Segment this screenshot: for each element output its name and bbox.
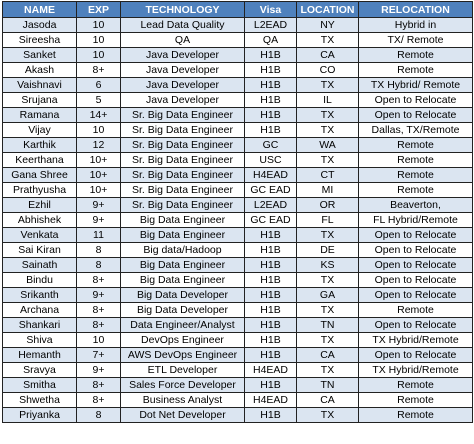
exp-cell: 10 xyxy=(77,48,121,63)
relocation-cell: Beaverton, xyxy=(359,198,473,213)
visa-cell: H1B xyxy=(245,378,297,393)
relocation-cell: Remote xyxy=(359,168,473,183)
location-cell: TX xyxy=(297,363,359,378)
technology-cell: Big Data Developer xyxy=(121,288,245,303)
location-cell: TX xyxy=(297,108,359,123)
table-row xyxy=(3,303,473,318)
exp-cell: 10 xyxy=(77,333,121,348)
location-cell: TX xyxy=(297,303,359,318)
header-row xyxy=(3,2,473,18)
location-cell: WA xyxy=(297,138,359,153)
technology-cell: DevOps Engineer xyxy=(121,333,245,348)
table-row xyxy=(3,363,473,378)
visa-cell: GC EAD xyxy=(245,213,297,228)
table-row xyxy=(3,183,473,198)
technology-cell: Sr. Big Data Engineer xyxy=(121,123,245,138)
relocation-cell: Open to Relocate xyxy=(359,348,473,363)
relocation-cell: TX Hybrid/Remote xyxy=(359,363,473,378)
technology-cell: Java Developer xyxy=(121,93,245,108)
exp-cell: 10 xyxy=(77,18,121,33)
table-row xyxy=(3,333,473,348)
location-cell: TX xyxy=(297,123,359,138)
name-cell: Abhishek xyxy=(3,213,77,228)
location-cell: CA xyxy=(297,393,359,408)
visa-cell: H1B xyxy=(245,108,297,123)
location-cell: OR xyxy=(297,198,359,213)
name-cell: Shwetha xyxy=(3,393,77,408)
candidate-table xyxy=(2,1,473,423)
location-cell: TX xyxy=(297,408,359,423)
visa-cell: H1B xyxy=(245,228,297,243)
table-row xyxy=(3,393,473,408)
location-cell: TX xyxy=(297,78,359,93)
exp-cell: 9+ xyxy=(77,363,121,378)
location-cell: TX xyxy=(297,333,359,348)
exp-cell: 10+ xyxy=(77,183,121,198)
relocation-cell: Open to Relocate xyxy=(359,288,473,303)
location-cell: MI xyxy=(297,183,359,198)
name-cell: Prathyusha xyxy=(3,183,77,198)
technology-cell: Sr. Big Data Engineer xyxy=(121,168,245,183)
technology-cell: Big Data Engineer xyxy=(121,213,245,228)
visa-cell: H1B xyxy=(245,123,297,138)
technology-cell: Business Analyst xyxy=(121,393,245,408)
technology-cell: Sr. Big Data Engineer xyxy=(121,198,245,213)
technology-cell: Dot Net Developer xyxy=(121,408,245,423)
technology-cell: Sr. Big Data Engineer xyxy=(121,108,245,123)
visa-cell: H4EAD xyxy=(245,168,297,183)
technology-cell: Data Engineer/Analyst xyxy=(121,318,245,333)
name-cell: Sanket xyxy=(3,48,77,63)
table-row xyxy=(3,258,473,273)
table-row xyxy=(3,348,473,363)
location-cell: FL xyxy=(297,213,359,228)
exp-cell: 8+ xyxy=(77,318,121,333)
name-cell: Gana Shree xyxy=(3,168,77,183)
table-row xyxy=(3,93,473,108)
name-cell: Vijay xyxy=(3,123,77,138)
table-row xyxy=(3,243,473,258)
relocation-cell: TX Hybrid/Remote xyxy=(359,333,473,348)
name-cell: Sainath xyxy=(3,258,77,273)
name-cell: Srikanth xyxy=(3,288,77,303)
technology-cell: AWS DevOps Engineer xyxy=(121,348,245,363)
visa-cell: H1B xyxy=(245,63,297,78)
header-relocation: RELOCATION xyxy=(359,2,473,18)
exp-cell: 10 xyxy=(77,33,121,48)
name-cell: Priyanka xyxy=(3,408,77,423)
location-cell: TN xyxy=(297,318,359,333)
table-row xyxy=(3,318,473,333)
name-cell: Smitha xyxy=(3,378,77,393)
relocation-cell: Open to Relocate xyxy=(359,243,473,258)
relocation-cell: TX/ Remote xyxy=(359,33,473,48)
visa-cell: L2EAD xyxy=(245,198,297,213)
header-visa: Visa xyxy=(245,2,297,18)
relocation-cell: TX Hybrid/ Remote xyxy=(359,78,473,93)
visa-cell: H1B xyxy=(245,78,297,93)
table-row xyxy=(3,123,473,138)
relocation-cell: Open to Relocate xyxy=(359,228,473,243)
name-cell: Ramana xyxy=(3,108,77,123)
visa-cell: GC EAD xyxy=(245,183,297,198)
table-row xyxy=(3,228,473,243)
location-cell: CO xyxy=(297,63,359,78)
relocation-cell: Open to Relocate xyxy=(359,258,473,273)
location-cell: CT xyxy=(297,168,359,183)
exp-cell: 9+ xyxy=(77,213,121,228)
technology-cell: Big Data Engineer xyxy=(121,258,245,273)
name-cell: Shankari xyxy=(3,318,77,333)
location-cell: TX xyxy=(297,153,359,168)
technology-cell: Sr. Big Data Engineer xyxy=(121,138,245,153)
relocation-cell: Remote xyxy=(359,63,473,78)
visa-cell: H1B xyxy=(245,348,297,363)
location-cell: TX xyxy=(297,33,359,48)
table-row xyxy=(3,273,473,288)
technology-cell: Sr. Big Data Engineer xyxy=(121,153,245,168)
name-cell: Bindu xyxy=(3,273,77,288)
exp-cell: 10 xyxy=(77,123,121,138)
exp-cell: 8 xyxy=(77,408,121,423)
visa-cell: H1B xyxy=(245,243,297,258)
location-cell: GA xyxy=(297,288,359,303)
visa-cell: QA xyxy=(245,33,297,48)
name-cell: Jasoda xyxy=(3,18,77,33)
name-cell: Hemanth xyxy=(3,348,77,363)
exp-cell: 8+ xyxy=(77,63,121,78)
visa-cell: H4EAD xyxy=(245,363,297,378)
table-row xyxy=(3,213,473,228)
name-cell: Keerthana xyxy=(3,153,77,168)
name-cell: Srujana xyxy=(3,93,77,108)
exp-cell: 12 xyxy=(77,138,121,153)
name-cell: Karthik xyxy=(3,138,77,153)
technology-cell: Big Data Developer xyxy=(121,303,245,318)
table-row xyxy=(3,78,473,93)
exp-cell: 5 xyxy=(77,93,121,108)
exp-cell: 9+ xyxy=(77,288,121,303)
exp-cell: 10+ xyxy=(77,168,121,183)
visa-cell: USC xyxy=(245,153,297,168)
table-row xyxy=(3,108,473,123)
relocation-cell: Open to Relocate xyxy=(359,108,473,123)
relocation-cell: FL Hybrid/Remote xyxy=(359,213,473,228)
table-row xyxy=(3,168,473,183)
technology-cell: Java Developer xyxy=(121,78,245,93)
table-row xyxy=(3,138,473,153)
table-row xyxy=(3,153,473,168)
location-cell: NY xyxy=(297,18,359,33)
location-cell: IL xyxy=(297,93,359,108)
relocation-cell: Remote xyxy=(359,48,473,63)
visa-cell: H1B xyxy=(245,258,297,273)
location-cell: CA xyxy=(297,48,359,63)
technology-cell: QA xyxy=(121,33,245,48)
table-row xyxy=(3,48,473,63)
visa-cell: H1B xyxy=(245,318,297,333)
exp-cell: 8+ xyxy=(77,378,121,393)
relocation-cell: Remote xyxy=(359,378,473,393)
name-cell: Sireesha xyxy=(3,33,77,48)
technology-cell: ETL Developer xyxy=(121,363,245,378)
exp-cell: 8+ xyxy=(77,393,121,408)
exp-cell: 6 xyxy=(77,78,121,93)
name-cell: Ezhil xyxy=(3,198,77,213)
visa-cell: H1B xyxy=(245,408,297,423)
table-row xyxy=(3,18,473,33)
relocation-cell: Open to Relocate xyxy=(359,318,473,333)
location-cell: KS xyxy=(297,258,359,273)
technology-cell: Lead Data Quality xyxy=(121,18,245,33)
location-cell: TN xyxy=(297,378,359,393)
name-cell: Shiva xyxy=(3,333,77,348)
name-cell: Sai Kiran xyxy=(3,243,77,258)
technology-cell: Java Developer xyxy=(121,63,245,78)
name-cell: Vaishnavi xyxy=(3,78,77,93)
visa-cell: H1B xyxy=(245,288,297,303)
visa-cell: H1B xyxy=(245,303,297,318)
header-exp: EXP xyxy=(77,2,121,18)
exp-cell: 11 xyxy=(77,228,121,243)
technology-cell: Big Data Engineer xyxy=(121,273,245,288)
name-cell: Venkata xyxy=(3,228,77,243)
table-row xyxy=(3,378,473,393)
visa-cell: H1B xyxy=(245,48,297,63)
table-row xyxy=(3,288,473,303)
exp-cell: 9+ xyxy=(77,198,121,213)
relocation-cell: Dallas, TX/Remote xyxy=(359,123,473,138)
name-cell: Archana xyxy=(3,303,77,318)
table-row xyxy=(3,33,473,48)
location-cell: TX xyxy=(297,228,359,243)
visa-cell: H4EAD xyxy=(245,393,297,408)
technology-cell: Java Developer xyxy=(121,48,245,63)
exp-cell: 8 xyxy=(77,243,121,258)
header-technology: TECHNOLOGY xyxy=(121,2,245,18)
exp-cell: 8+ xyxy=(77,273,121,288)
exp-cell: 10+ xyxy=(77,153,121,168)
exp-cell: 14+ xyxy=(77,108,121,123)
relocation-cell: Remote xyxy=(359,303,473,318)
relocation-cell: Open to Relocate xyxy=(359,93,473,108)
table-body xyxy=(3,18,473,423)
visa-cell: L2EAD xyxy=(245,18,297,33)
location-cell: CA xyxy=(297,348,359,363)
table-row xyxy=(3,198,473,213)
header-name: NAME xyxy=(3,2,77,18)
technology-cell: Big data/Hadoop xyxy=(121,243,245,258)
relocation-cell: Remote xyxy=(359,183,473,198)
technology-cell: Sr. Big Data Engineer xyxy=(121,183,245,198)
exp-cell: 8 xyxy=(77,258,121,273)
visa-cell: H1B xyxy=(245,93,297,108)
relocation-cell: Remote xyxy=(359,408,473,423)
header-location: LOCATION xyxy=(297,2,359,18)
relocation-cell: Remote xyxy=(359,138,473,153)
exp-cell: 8+ xyxy=(77,303,121,318)
visa-cell: GC xyxy=(245,138,297,153)
technology-cell: Big Data Engineer xyxy=(121,228,245,243)
exp-cell: 7+ xyxy=(77,348,121,363)
name-cell: Akash xyxy=(3,63,77,78)
table-row xyxy=(3,63,473,78)
visa-cell: H1B xyxy=(245,333,297,348)
table-header xyxy=(3,2,473,18)
relocation-cell: Remote xyxy=(359,153,473,168)
table-row xyxy=(3,408,473,423)
relocation-cell: Open to Relocate xyxy=(359,273,473,288)
relocation-cell: Hybrid in xyxy=(359,18,473,33)
technology-cell: Sales Force Developer xyxy=(121,378,245,393)
name-cell: Sravya xyxy=(3,363,77,378)
relocation-cell: Remote xyxy=(359,393,473,408)
location-cell: DE xyxy=(297,243,359,258)
visa-cell: H1B xyxy=(245,273,297,288)
location-cell: TX xyxy=(297,273,359,288)
